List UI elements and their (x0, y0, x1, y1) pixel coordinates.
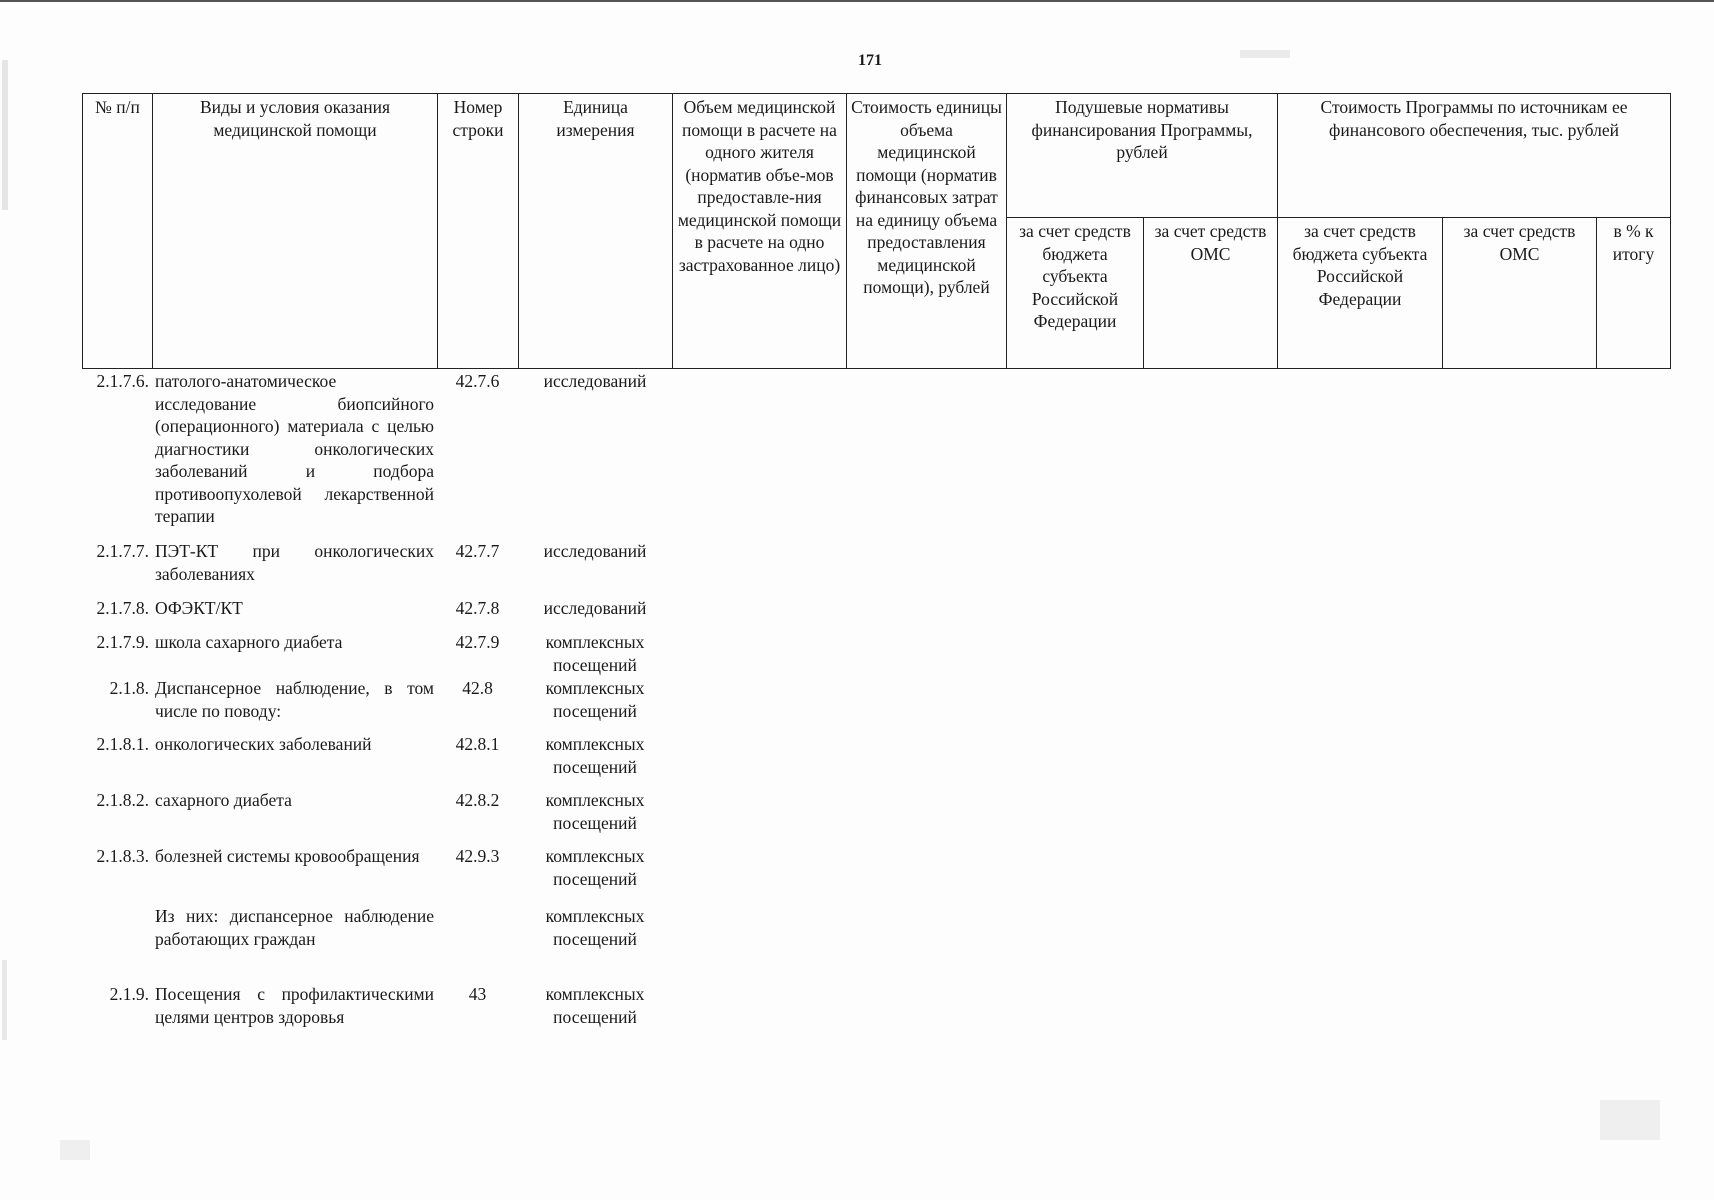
row-number: 2.1.8. (109, 678, 149, 698)
row-unit: исследований (543, 371, 647, 391)
table-row (82, 597, 672, 631)
table-row (82, 905, 672, 983)
row-code: 42.7.7 (455, 541, 500, 561)
table-row (82, 789, 672, 845)
row-unit: комплексных посещений (545, 906, 645, 949)
scan-noise (60, 1140, 90, 1160)
header-col-number: № п/п (83, 94, 153, 369)
row-unit: комплексных посещений (545, 678, 645, 721)
row-unit: комплексных посещений (545, 984, 645, 1027)
row-unit: комплексных посещений (545, 846, 645, 889)
table-row (82, 733, 672, 789)
row-unit: комплексных посещений (545, 790, 645, 833)
row-code: 42.7.6 (455, 371, 500, 391)
table-row (82, 631, 672, 677)
row-unit: комплексных посещений (545, 734, 645, 777)
row-number: 2.1.8.1. (96, 734, 149, 754)
row-number: 2.1.8.2. (96, 790, 149, 810)
table-row (82, 845, 672, 905)
scan-noise (1240, 50, 1290, 58)
row-name: Из них: диспансерное наблюдение работающих граждан (155, 906, 434, 949)
table-row (82, 540, 672, 597)
row-code (437, 905, 518, 983)
header-group-cost: Стоимость Программы по источникам ее финансового обеспечения, тыс. рублей (1278, 94, 1671, 218)
row-number: 2.1.7.6. (96, 371, 149, 391)
row-name: школа сахарного диабета (155, 632, 343, 652)
header-col-unit: Единица измерения (519, 94, 673, 369)
row-name: патолого-анатомическое исследование биопсийного (операционного) материала с целью диагностики онкологических заболеваний и подбора противоопухолевой лекарственной терапии (155, 371, 434, 526)
row-code: 42.8.1 (455, 734, 500, 754)
header-cost-oms: за счет средств ОМС (1443, 218, 1597, 369)
row-name: сахарного диабета (155, 790, 292, 810)
row-number: 2.1.7.7. (96, 541, 149, 561)
header-col-type: Виды и условия оказания медицинской помощи (153, 94, 438, 369)
row-number: 2.1.9. (109, 984, 149, 1004)
row-code: 42.7.8 (455, 598, 500, 618)
header-cost-budget: за счет средств бюджета субъекта Российской Федерации (1278, 218, 1443, 369)
table-header (82, 93, 1671, 369)
row-unit: исследований (543, 598, 647, 618)
header-norms-budget: за счет средств бюджета субъекта Российской Федерации (1007, 218, 1144, 369)
header-col-line: Номер строки (438, 94, 519, 369)
row-name: Посещения с профилактическими целями центров здоровья (155, 984, 434, 1027)
table-body (82, 370, 672, 1053)
scan-noise (2, 960, 7, 1040)
scan-noise (1600, 1100, 1660, 1140)
row-unit: комплексных посещений (545, 632, 645, 675)
row-number: 2.1.8.3. (96, 846, 149, 866)
table-row (82, 370, 672, 540)
row-code: 42.9.3 (455, 846, 500, 866)
row-number (82, 905, 152, 983)
header-col-volume: Объем медицинской помощи в расчете на одного жителя (норматив объе-мов предоставле-ния медицинской помощи в расчете на одно застрахованное лицо) (673, 94, 847, 369)
row-number: 2.1.7.9. (96, 632, 149, 652)
page-number: 171 (858, 52, 882, 69)
scan-noise (2, 60, 8, 210)
row-name: ОФЭКТ/КТ (155, 598, 243, 618)
row-code: 42.8.2 (455, 790, 500, 810)
row-code: 43 (468, 984, 487, 1004)
row-name: болезней системы кровообращения (155, 846, 420, 866)
row-code: 42.8 (462, 678, 493, 698)
row-unit: исследований (543, 541, 647, 561)
row-name: онкологических заболеваний (155, 734, 372, 754)
table-row (82, 677, 672, 733)
row-number: 2.1.7.8. (96, 598, 149, 618)
table-row (82, 983, 672, 1053)
header-cost-percent: в % к итогу (1597, 218, 1671, 369)
row-name: Диспансерное наблюдение, в том числе по поводу: (155, 678, 434, 721)
row-code: 42.7.9 (455, 632, 500, 652)
top-border-line (0, 0, 1714, 2)
header-group-norms: Подушевые нормативы финансирования Программы, рублей (1007, 94, 1278, 218)
header-norms-oms: за счет средств ОМС (1144, 218, 1278, 369)
header-col-cost: Стоимость единицы объема медицинской помощи (норматив финансовых затрат на единицу объема предоставления медицинской помощи), рублей (847, 94, 1007, 369)
row-name: ПЭТ-КТ при онкологических заболеваниях (155, 541, 434, 584)
